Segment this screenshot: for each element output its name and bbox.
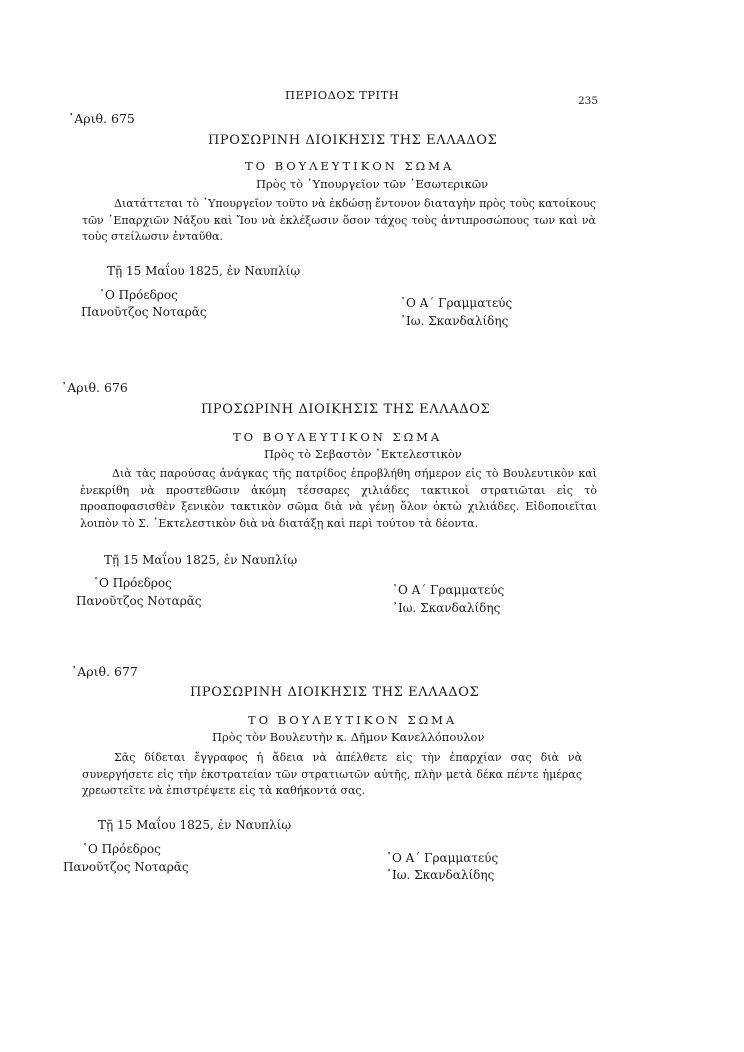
doc-recipient: Πρὸς τὸ Σεβαστὸν ᾿Εκτελεστικὸν bbox=[264, 447, 462, 461]
doc-subtitle: ΤΟ ΒΟΥΛΕΥΤΙΚΟΝ ΣΩΜΑ bbox=[233, 430, 443, 444]
doc-subtitle: ΤΟ ΒΟΥΛΕΥΤΙΚΟΝ ΣΩΜΑ bbox=[248, 713, 458, 727]
doc-recipient: Πρὸς τὸν Βουλευτὴν κ. Δῆμον Κανελλόπουλον bbox=[212, 730, 485, 744]
page-number: 235 bbox=[578, 95, 599, 107]
secretary-title: ῾Ο Α΄ Γραμματεύς bbox=[386, 851, 499, 865]
secretary-title: ῾Ο Α΄ Γραμματεύς bbox=[400, 296, 513, 310]
running-title: ΠΕΡΙΟΔΟΣ ΤΡΙΤΗ bbox=[285, 88, 400, 102]
doc-number: ᾿Αριθ. 676 bbox=[61, 380, 128, 395]
doc-number: ᾿Αριθ. 677 bbox=[71, 664, 138, 679]
date-place: Τῇ 15 Μαΐου 1825, ἐν Ναυπλίῳ bbox=[104, 553, 298, 567]
secretary-name: ᾿Ιω. Σκανδαλίδης bbox=[386, 868, 495, 882]
secretary-name: ᾿Ιω. Σκανδαλίδης bbox=[400, 314, 509, 328]
doc-recipient: Πρὸς τὸ ῾Υπουργεῖον τῶν ᾿Εσωτερικῶν bbox=[256, 177, 489, 191]
doc-body: Διατάττεται τὸ ῾Υπουργεῖον τοῦτο νὰ ἐκδώσῃ ἔντονον διαταγὴν πρὸς τοὺς κατοίκους τῶν ᾿Επαρχιῶν Νάξου καὶ Ἴου νὰ ἐκλέξωσιν ὅσον τάχος τοὺς ἀντιπροσώπους των καὶ νὰ τοὺς στείλωσιν ἐνταῦθα. bbox=[82, 197, 596, 243]
doc-body: Διὰ τὰς παρούσας ἀνάγκας τῆς πατρίδος ἐπροβλήθη σήμερον εἰς τὸ Βουλευτικὸν καὶ ἐνεκρίθη νὰ προστεθῶσιν ἀκόμη τέσσαρες χιλιάδες τακτικοὶ στρατιῶται εἰς τὸ προαποφασισθὲν ξενικὸν τακτικὸν σῶμα διὰ νὰ γένῃ ὅλον ὀκτὼ χιλιάδες. Εἰδοποιεῖται λοιπὸν τὸ Σ. ᾿Εκτελεστικὸν διὰ νὰ διατάξῃ καὶ περὶ τούτου τὰ δέοντα. bbox=[80, 467, 597, 530]
secretary-name: ᾿Ιω. Σκανδαλίδης bbox=[392, 601, 501, 615]
doc-body: Σᾶς δίδεται ἔγγραφος ἡ ἄδεια νὰ ἀπέλθετε εἰς τὴν ἐπαρχίαν σας διὰ νὰ συνεργήσετε εἰς τὴν ἐκστρατείαν τῶν στρατιωτῶν αὐτῆς, πλὴν μετὰ δέκα πέντε ἡμέρας χρεωστεῖτε νὰ ἐπιστρέψετε εἰς τὰ καθήκοντά σας. bbox=[82, 751, 582, 797]
doc-number: ᾿Αριθ. 675 bbox=[68, 111, 135, 126]
president-title: ῾Ο Πρόεδρος bbox=[93, 576, 172, 590]
doc-title: ΠΡΟΣΩΡΙΝΗ ΔΙΟΙΚΗΣΙΣ ΤΗΣ ΕΛΛΑΔΟΣ bbox=[201, 402, 491, 417]
president-title: ῾Ο Πρόεδρος bbox=[82, 842, 161, 856]
president-name: Πανοῦτζος Νοταρᾶς bbox=[76, 594, 202, 608]
date-place: Τῇ 15 Μαΐου 1825, ἐν Ναυπλίῳ bbox=[107, 264, 301, 278]
president-title: ῾Ο Πρόεδρος bbox=[99, 288, 178, 302]
president-name: Πανοῦτζος Νοταρᾶς bbox=[81, 305, 207, 319]
doc-title: ΠΡΟΣΩΡΙΝΗ ΔΙΟΙΚΗΣΙΣ ΤΗΣ ΕΛΛΑΔΟΣ bbox=[190, 685, 480, 700]
date-place: Τῇ 15 Μαΐου 1825, ἐν Ναυπλίῳ bbox=[98, 818, 292, 832]
secretary-title: ῾Ο Α΄ Γραμματεύς bbox=[392, 583, 505, 597]
doc-title: ΠΡΟΣΩΡΙΝΗ ΔΙΟΙΚΗΣΙΣ ΤΗΣ ΕΛΛΑΔΟΣ bbox=[208, 133, 498, 148]
doc-subtitle: ΤΟ ΒΟΥΛΕΥΤΙΚΟΝ ΣΩΜΑ bbox=[245, 159, 455, 173]
president-name: Πανοῦτζος Νοταρᾶς bbox=[63, 860, 189, 874]
